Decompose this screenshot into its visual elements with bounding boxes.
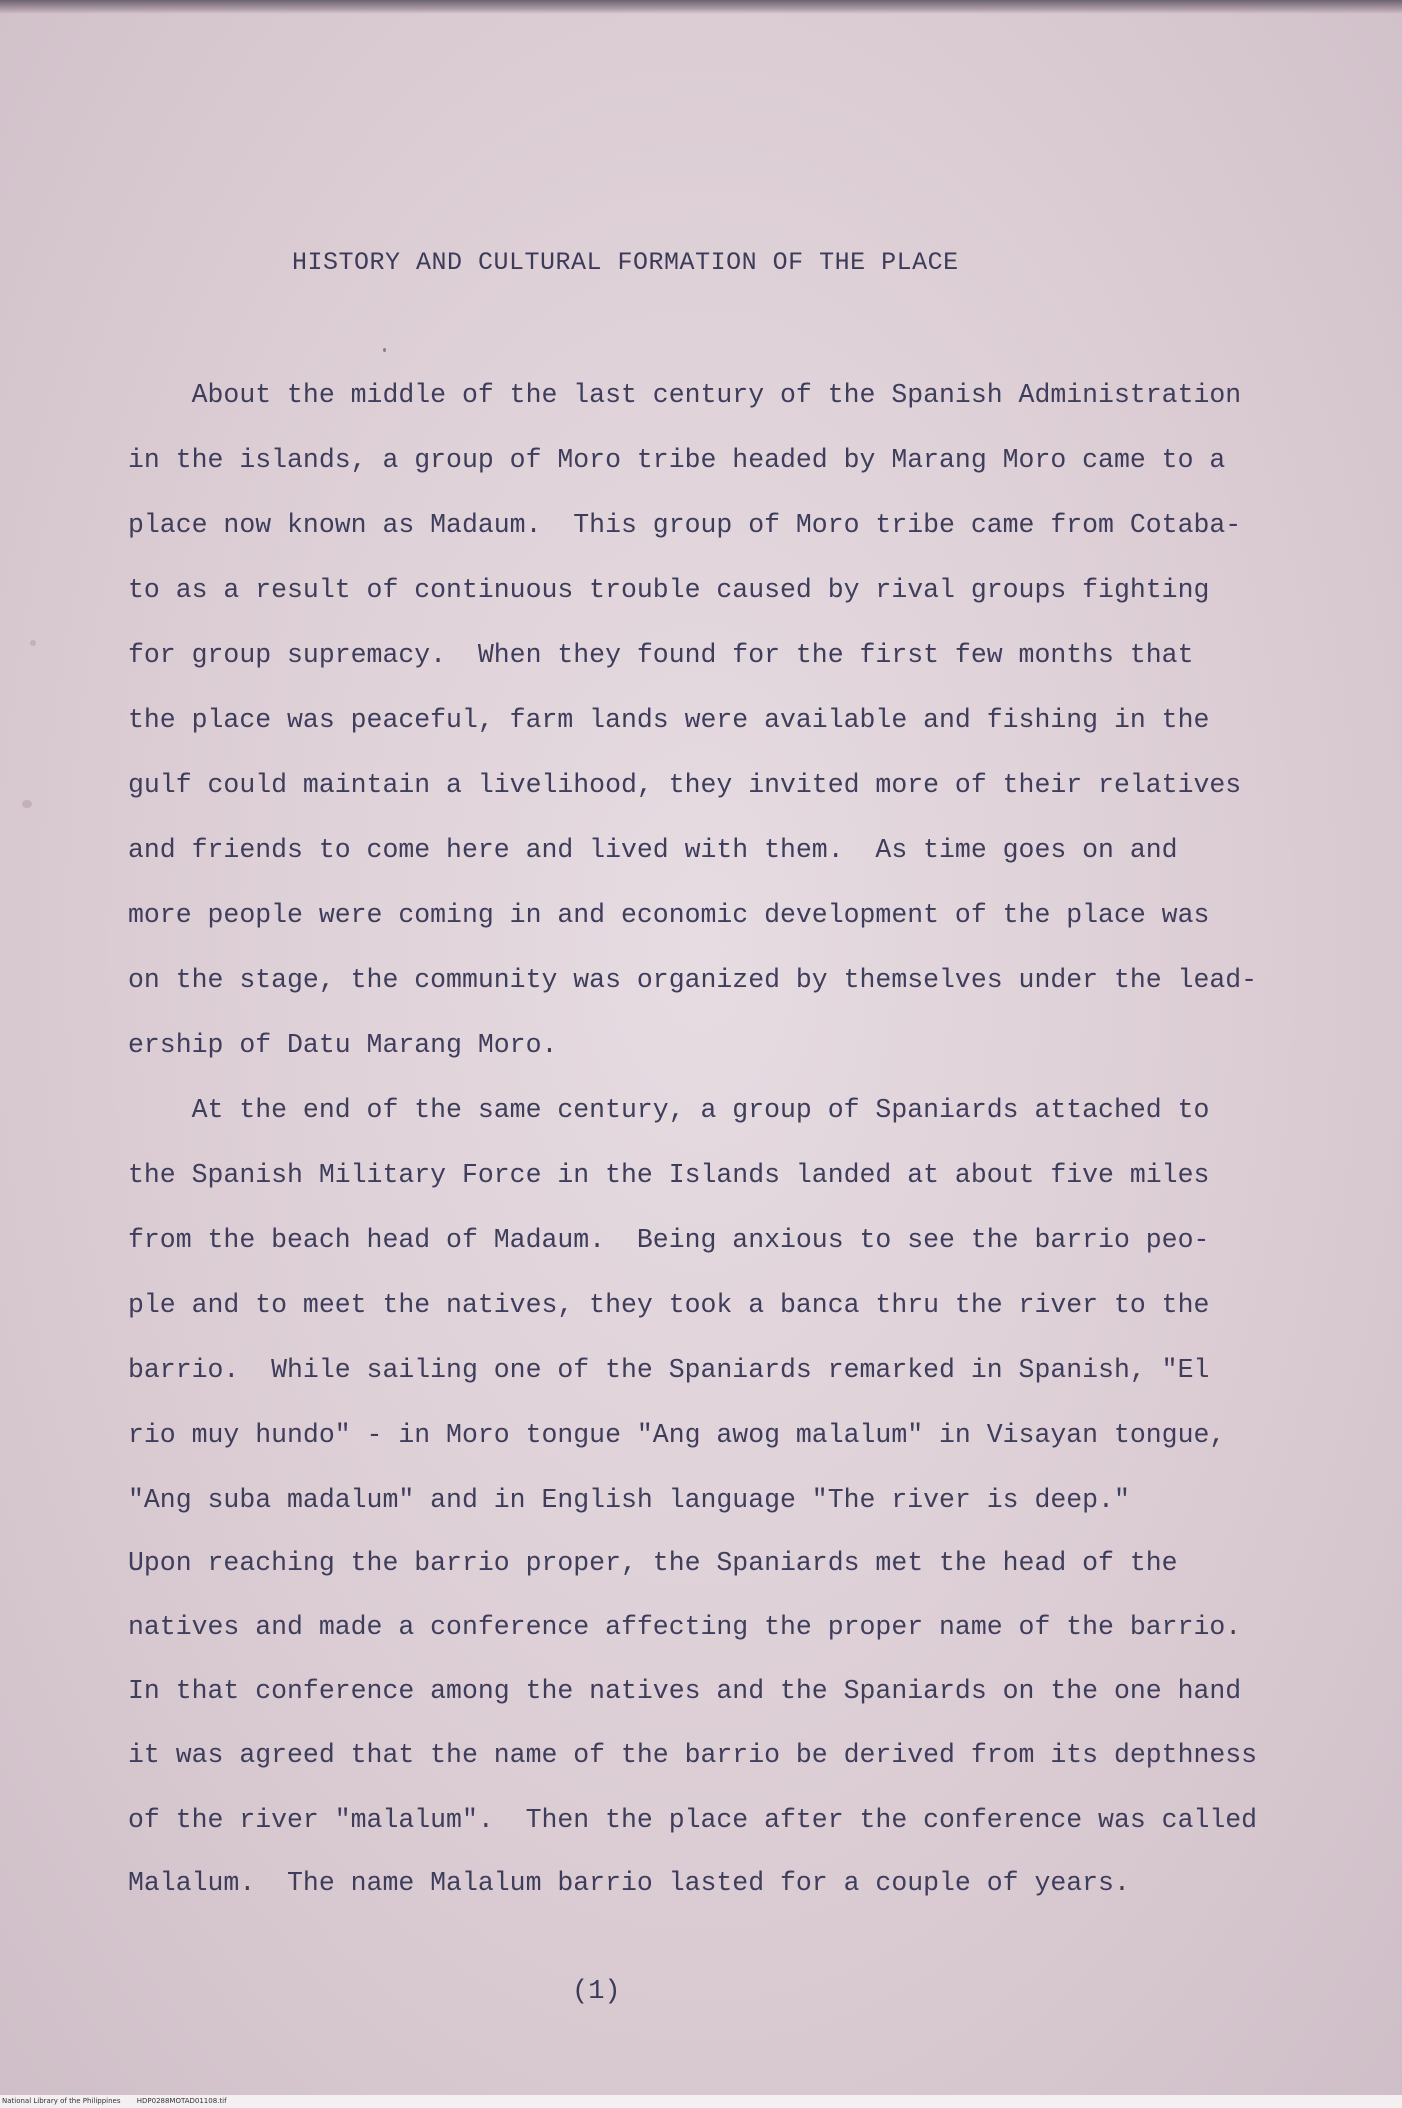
text-line: barrio. While sailing one of the Spaniards remarked in Spanish, "El [128, 1355, 1210, 1385]
paper-speck [30, 640, 36, 646]
text-line: Upon reaching the barrio proper, the Spaniards met the head of the [128, 1548, 1178, 1578]
text-line: In that conference among the natives and the Spaniards on the one hand [128, 1676, 1242, 1706]
text-line: to as a result of continuous trouble caused by rival groups fighting [128, 575, 1210, 605]
document-title: HISTORY AND CULTURAL FORMATION OF THE PLACE [292, 248, 959, 277]
text-line: in the islands, a group of Moro tribe headed by Marang Moro came to a [128, 445, 1226, 475]
text-line: from the beach head of Madaum. Being anxious to see the barrio peo- [128, 1225, 1210, 1255]
text-line: ple and to meet the natives, they took a banca thru the river to the [128, 1290, 1210, 1320]
page-top-edge [0, 0, 1402, 14]
text-line: natives and made a conference affecting the proper name of the barrio. [128, 1612, 1242, 1642]
text-line: About the middle of the last century of the Spanish Administration [128, 380, 1242, 410]
text-line: Malalum. The name Malalum barrio lasted for a couple of years. [128, 1868, 1130, 1898]
text-line: the Spanish Military Force in the Islands landed at about five miles [128, 1160, 1210, 1190]
text-line: for group supremacy. When they found for the first few months that [128, 640, 1194, 670]
text-line: of the river "malalum". Then the place after the conference was called [128, 1805, 1258, 1835]
page-number: (1) [572, 1977, 621, 2007]
text-line: At the end of the same century, a group of Spaniards attached to [128, 1095, 1210, 1125]
text-line: place now known as Madaum. This group of Moro tribe came from Cotaba- [128, 510, 1242, 540]
text-line: gulf could maintain a livelihood, they invited more of their relatives [128, 770, 1242, 800]
text-line: more people were coming in and economic development of the place was [128, 900, 1210, 930]
paper-speck [383, 348, 386, 352]
text-line: it was agreed that the name of the barrio be derived from its depthness [128, 1740, 1258, 1770]
scan-footer [0, 2095, 1402, 2108]
text-line: ership of Datu Marang Moro. [128, 1030, 558, 1060]
footer-filename: HDP0288MOTAD01108.tif [136, 2097, 227, 2105]
text-line: the place was peaceful, farm lands were available and fishing in the [128, 705, 1210, 735]
text-line: rio muy hundo" - in Moro tongue "Ang awog malalum" in Visayan tongue, [128, 1420, 1226, 1450]
paper-speck [22, 800, 32, 808]
text-line: and friends to come here and lived with them. As time goes on and [128, 835, 1178, 865]
text-line: "Ang suba madalum" and in English language "The river is deep." [128, 1485, 1130, 1515]
footer-library: National Library of the Philippines [2, 2097, 121, 2105]
text-line: on the stage, the community was organized by themselves under the lead- [128, 965, 1258, 995]
